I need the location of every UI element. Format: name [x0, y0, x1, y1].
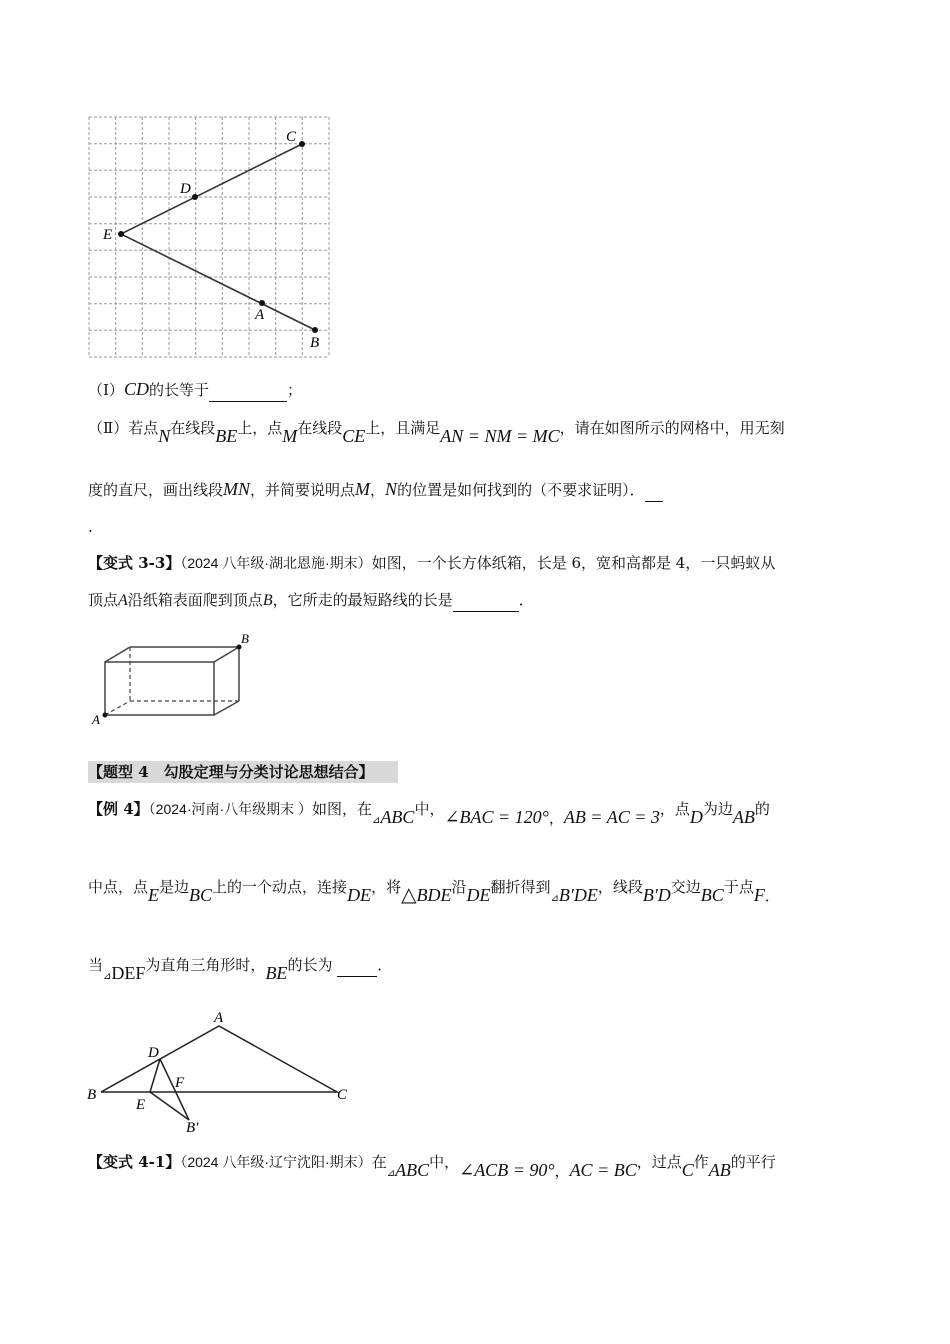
point-c: [299, 141, 305, 147]
box-label-b: B: [241, 631, 249, 646]
topic-4-header: 【题型 4 勾股定理与分类讨论思想结合】: [88, 763, 374, 781]
label-b: B: [310, 335, 320, 351]
tri-label-b: B: [87, 1087, 97, 1103]
example-4-line2: 中点，点E是边BC上的一个动点，连接DE，将△BDE沿DE翻折得到$_⊿$B′DE，线段B′D交边BC于点F．: [88, 878, 780, 906]
tri-label-f: F: [175, 1075, 185, 1091]
answer-blank-shortest[interactable]: [453, 589, 519, 612]
tri-label-e: E: [136, 1097, 146, 1113]
question-part2-line2: 度的直尺，画出线段MN，并简要说明点M，N的位置是如何找到的（不要求证明）．: [88, 478, 663, 502]
answer-blank-cd[interactable]: [209, 379, 287, 402]
label-a: A: [255, 307, 265, 323]
part2-trailing-dot: .: [88, 518, 93, 536]
answer-blank-mn[interactable]: [645, 479, 663, 502]
grid-lines: [89, 117, 329, 357]
segment-ec: [121, 144, 302, 234]
tri-label-a: A: [214, 1010, 224, 1026]
triangle-figure: [84, 1006, 364, 1136]
tri-label-bprime: B′: [186, 1120, 199, 1136]
label-e: E: [103, 227, 113, 243]
point-b: [312, 327, 318, 333]
label-d: D: [180, 181, 191, 197]
tri-label-d: D: [148, 1045, 159, 1061]
box-label-a: A: [92, 712, 100, 727]
point-d: [192, 194, 198, 200]
box-point-a: [103, 713, 108, 718]
question-part2-line1: （Ⅱ）若点N在线段BE上，点M在线段CE上，且满足AN = NM = MC，请在如图所示的网格中，用无刻: [88, 419, 785, 446]
example-4-line3: 当$_⊿$DEF为直角三角形时，BE的长为 ．: [88, 956, 393, 983]
point-e: [118, 231, 124, 237]
answer-blank-be[interactable]: [337, 954, 377, 977]
box-figure: [84, 628, 264, 728]
variant-3-3-line1: 【变式 3-3】（2024 八年级·湖北恩施·期末）如图，一个长方体纸箱，长是 6，宽和高都是 4，一只蚂蚁从: [88, 554, 776, 572]
tri-label-c: C: [337, 1087, 348, 1103]
grid-figure: [84, 112, 334, 364]
segment-eb: [121, 234, 315, 330]
question-part1: （Ⅰ）CD的长等于 ；: [88, 378, 302, 402]
example-4-line1: 【例 4】（2024·河南·八年级期末 ）如图，在$_⊿$ABC中，∠BAC = 120°，AB = AC = 3，点D为边AB的: [88, 800, 770, 827]
variant-4-1-line1: 【变式 4-1】（2024 八年级·辽宁沈阳·期末）在$_⊿$ABC中，∠ACB = 90°，AC = BC，过点C作AB的平行: [88, 1153, 776, 1180]
label-c: C: [286, 129, 297, 145]
variant-3-3-line2: 顶点A沿纸箱表面爬到顶点B，它所走的最短路线的长是 ．: [88, 589, 534, 612]
point-a: [259, 300, 265, 306]
